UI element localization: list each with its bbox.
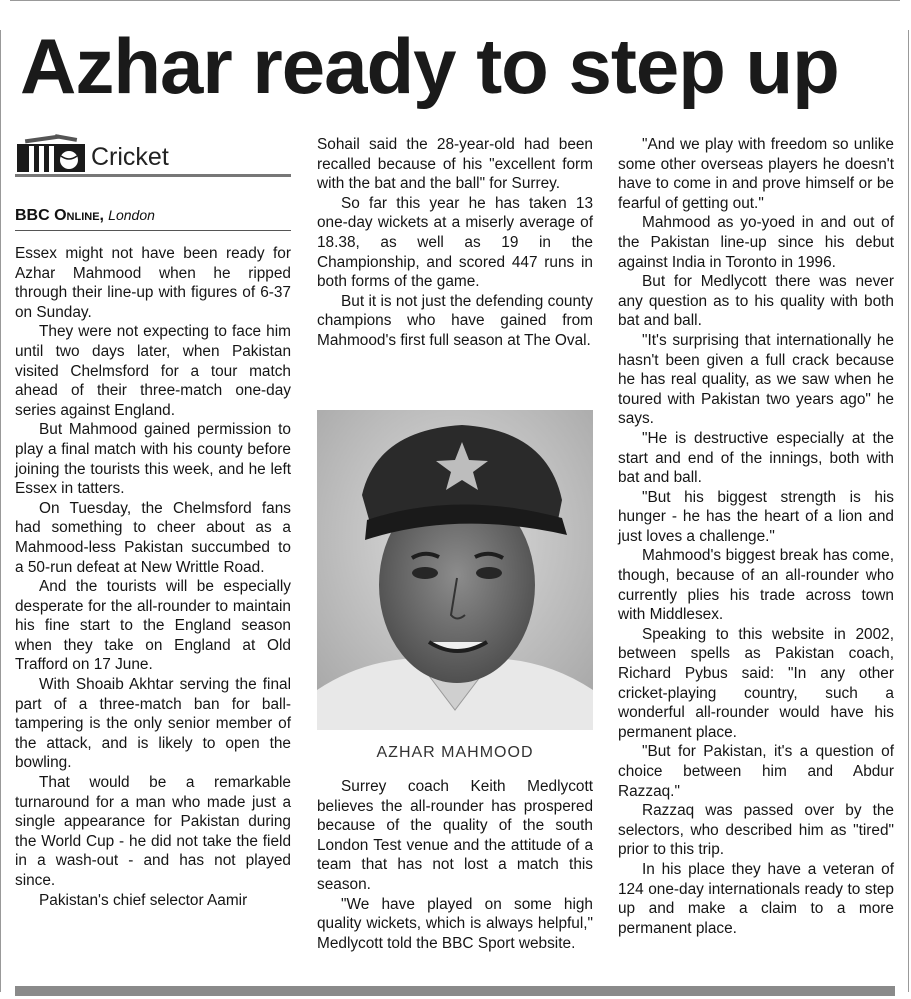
right-border-rule: [908, 30, 909, 992]
paragraph: Sohail said the 28-year-old had been recalled because of his "excellent form with the bat and the ball" for Surrey.: [317, 136, 593, 193]
paragraph: So far this year he has taken 13 one-day wickets at a miserly average of 18.38, as well as 19 in the Championship, and scored 447 runs in both forms of the game.: [317, 194, 593, 291]
paragraph: In his place they have a veteran of 124 one-day internationals ready to step up and make a claim to a more permanent place.: [618, 860, 894, 937]
paragraph: But for Medlycott there was never any question as to his quality with both bat and ball.: [618, 273, 894, 330]
byline-source: BBC Online,: [15, 207, 104, 224]
paragraph: Mahmood's biggest break has come, though, because of an all-rounder who currently plies his trade across town with Middlesex.: [618, 547, 894, 624]
paragraph: But Mahmood gained permission to play a final match with his county before joining the tourists this week, and he left Essex in tatters.: [15, 421, 291, 498]
paragraph: "But for Pakistan, it's a question of choice between him and Abdur Razzaq.": [618, 743, 894, 800]
paragraph: On Tuesday, the Chelmsford fans had something to cheer about as a Mahmood-less Pakistan succumbed to a 50-run defeat at New Writtle Road.: [15, 499, 291, 576]
cricket-stumps-ball-icon: [15, 134, 87, 174]
paragraph: And the tourists will be especially desperate for the all-rounder to maintain his fine start to the England season when they take on England at Old Trafford on 17 June.: [15, 578, 291, 674]
top-border-rule: [10, 0, 900, 1]
bottom-border-bar: [15, 986, 895, 996]
byline-city: London: [108, 207, 155, 223]
article-column-2-bottom: [317, 777, 593, 953]
player-photo: [317, 410, 593, 730]
section-tag: [15, 134, 291, 178]
paragraph: Pakistan's chief selector Aamir: [39, 891, 248, 909]
byline-rule: [15, 230, 291, 231]
photo-caption: AZHAR MAHMOOD: [376, 744, 534, 761]
paragraph: With Shoaib Akhtar serving the final part of a three-match ban for ball-tampering is the only senior member of the attack, and is likely to open the bowling.: [15, 676, 291, 772]
paragraph: Speaking to this website in 2002, between spells as Pakistan coach, Richard Pybus said: "In any other cricket-playing country, such a wonderful all-rounder would have his permanent place.: [618, 625, 894, 741]
left-border-rule: [0, 30, 1, 992]
paragraph: Essex might not have been ready for Azhar Mahmood when he ripped through their line-up with figures of 6-37 on Sunday.: [15, 245, 291, 321]
paragraph: "It's surprising that internationally he hasn't been given a full crack because he has real quality, as we saw when he toured with Pakistan two years ago" he says.: [618, 331, 894, 428]
section-label: Cricket: [91, 143, 169, 171]
paragraph: They were not expecting to face him until two days later, when Pakistan visited Chelmsford for a tour match ahead of their three-match one-day series against England.: [15, 323, 291, 419]
paragraph: "And we play with freedom so unlike some other overseas players he doesn't have to come in and prove himself or be fearful of getting out.": [618, 136, 894, 212]
paragraph: "He is destructive especially at the start and end of the innings, both with bat and ball.: [618, 429, 894, 487]
article-column-3: [618, 135, 894, 938]
section-underline: [15, 174, 291, 177]
byline: [15, 205, 291, 226]
article-column-2-top: [317, 135, 593, 351]
paragraph: "But his biggest strength is his hunger - he has the heart of a lion and just loves a challenge.": [618, 488, 894, 545]
paragraph: Razzaq was passed over by the selectors, who described him as "tired" prior to this trip.: [618, 802, 894, 859]
paragraph: Surrey coach Keith Medlycott believes the all-rounder has prospered because of the quality of the south London Test venue and the attitude of a team that has not lost a match this season.: [317, 778, 593, 893]
paragraph: But it is not just the defending county champions who have gained from Mahmood's first full season at The Oval.: [317, 292, 593, 349]
paragraph: "We have played on some high quality wickets, which is always helpful," Medlycott told the BBC Sport website.: [317, 895, 593, 952]
article-column-1: [15, 244, 291, 910]
headline: Azhar ready to step up: [20, 22, 839, 110]
paragraph: Mahmood as yo-yoed in and out of the Pakistan line-up since his debut against India in Toronto in 1996.: [618, 214, 894, 271]
player-portrait-illustration: [317, 410, 593, 730]
paragraph: That would be a remarkable turnaround for a man who made just a single appearance for Pakistan during the World Cup - he did not take the field in a wash-out - and has not played since.: [15, 774, 291, 889]
